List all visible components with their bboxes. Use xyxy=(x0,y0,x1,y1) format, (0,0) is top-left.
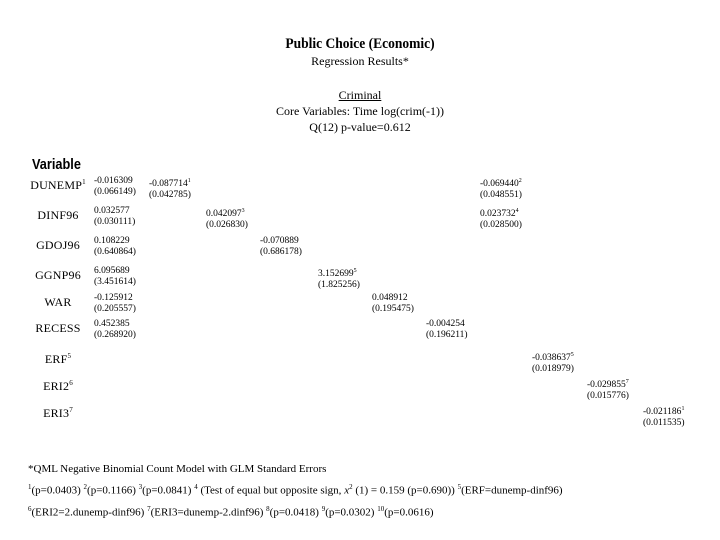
coefficient-cell xyxy=(94,319,136,341)
footnote-line-3: $^6$(ERI2=2.dunemp-dinf96) $^7$(ERI3=dunemp-2.dinf96) $^8$(p=0.0418) $^9$(p=0.0302) $^{10}$(p=0.0616) xyxy=(28,504,434,519)
standard-error-value: (0.048551) xyxy=(480,190,522,201)
footnote-line-2: $^1$(p=0.0403) $^2$(p=0.1166) $^3$(p=0.0841) $^4$ (Test of equal but opposite sign, $x^2$ (1) = 0.159 (p=0.690)) $^5$(ERF=dunemp-dinf96) xyxy=(28,483,563,497)
q-statistic-line: Q(12) p-value=0.612 xyxy=(309,120,411,134)
coefficient-cell xyxy=(426,319,468,341)
coefficient-value: 0.042097 xyxy=(206,209,242,220)
coefficient-cell: -0.087714$^1$ (0.042785) xyxy=(149,178,191,201)
coefficient-cell xyxy=(260,236,302,258)
row-label: RECESS xyxy=(35,321,81,335)
standard-error-value: (1.825256) xyxy=(318,280,360,291)
variable-column-header: Variable xyxy=(32,156,81,173)
coefficient-value: -0.016309 xyxy=(94,176,133,186)
coefficient-value: 3.152699 xyxy=(318,269,354,280)
row-label: $ERI2^6$ xyxy=(43,379,73,393)
row-label: $ERI3^7$ xyxy=(43,406,73,420)
standard-error-value: (0.640864) xyxy=(94,247,136,257)
core-variables-line: Core Variables: Time log(crim(-1)) xyxy=(275,104,445,118)
row-label: GGNP96 xyxy=(35,268,81,282)
standard-error-value: (0.686178) xyxy=(260,247,302,257)
coefficient-cell: 3.152699$^5$ (1.825256) xyxy=(318,268,360,291)
coefficient-cell: -0.069440$^2$ (0.048551) xyxy=(480,178,522,201)
coefficient-value: 0.023732 xyxy=(480,209,516,220)
coefficient-value: -0.070889 xyxy=(260,236,299,246)
coefficient-value: 0.452385 xyxy=(94,319,130,329)
standard-error-value: (0.026830) xyxy=(206,220,248,231)
standard-error-value: (0.018979) xyxy=(532,364,574,375)
coefficient-cell xyxy=(94,293,136,315)
standard-error-value: (3.451614) xyxy=(94,277,136,287)
coefficient-value: -0.087714 xyxy=(149,179,188,190)
footnote-line-1: *QML Negative Binomial Count Model with GLM Standard Errors xyxy=(28,463,327,475)
coefficient-cell: -0.029855$^7$ (0.015776) xyxy=(587,379,629,402)
coefficient-value: -0.069440 xyxy=(480,179,519,190)
coefficient-cell xyxy=(94,176,136,198)
page-subtitle: Regression Results* xyxy=(311,54,409,68)
standard-error-value: (0.030111) xyxy=(94,217,136,227)
coefficient-cell xyxy=(94,266,136,288)
coefficient-cell xyxy=(94,206,135,228)
coefficient-value: 0.108229 xyxy=(94,236,130,246)
section-heading: Criminal xyxy=(338,88,382,102)
coefficient-value: 6.095689 xyxy=(94,266,130,276)
standard-error-value: (0.066149) xyxy=(94,187,136,197)
coefficient-cell: 0.023732$^4$ (0.028500) xyxy=(480,208,522,231)
standard-error-value: (0.268920) xyxy=(94,330,136,340)
coefficient-cell: 0.042097$^3$ (0.026830) xyxy=(206,208,248,231)
coefficient-cell xyxy=(94,236,136,258)
standard-error-value: (0.028500) xyxy=(480,220,522,231)
standard-error-value: (0.205557) xyxy=(94,304,136,314)
standard-error-value: (0.015776) xyxy=(587,391,629,402)
coefficient-cell: -0.038637$^5$ (0.018979) xyxy=(532,352,574,375)
coefficient-value: -0.021186 xyxy=(643,407,682,418)
standard-error-value: (0.011535) xyxy=(643,418,685,429)
coefficient-cell xyxy=(372,293,414,315)
row-label: WAR xyxy=(44,295,72,309)
standard-error-value: (0.196211) xyxy=(426,330,468,340)
coefficient-value: -0.038637 xyxy=(532,353,571,364)
coefficient-value: 0.032577 xyxy=(94,206,130,216)
coefficient-value: -0.004254 xyxy=(426,319,465,329)
coefficient-value: 0.048912 xyxy=(372,293,408,303)
row-label: DINF96 xyxy=(37,208,79,222)
coefficient-cell: -0.021186$^1$ (0.011535) xyxy=(643,406,685,429)
page-title: Public Choice (Economic) xyxy=(285,36,435,52)
coefficient-value: -0.125912 xyxy=(94,293,133,303)
row-label: GDOJ96 xyxy=(36,238,80,252)
row-label: ERF$^5$ xyxy=(44,352,72,366)
standard-error-value: (0.042785) xyxy=(149,190,191,201)
row-label: DUNEMP$^1$ xyxy=(30,178,86,192)
footnote xyxy=(28,460,708,521)
coefficient-value: -0.029855 xyxy=(587,380,626,391)
standard-error-value: (0.195475) xyxy=(372,304,414,314)
